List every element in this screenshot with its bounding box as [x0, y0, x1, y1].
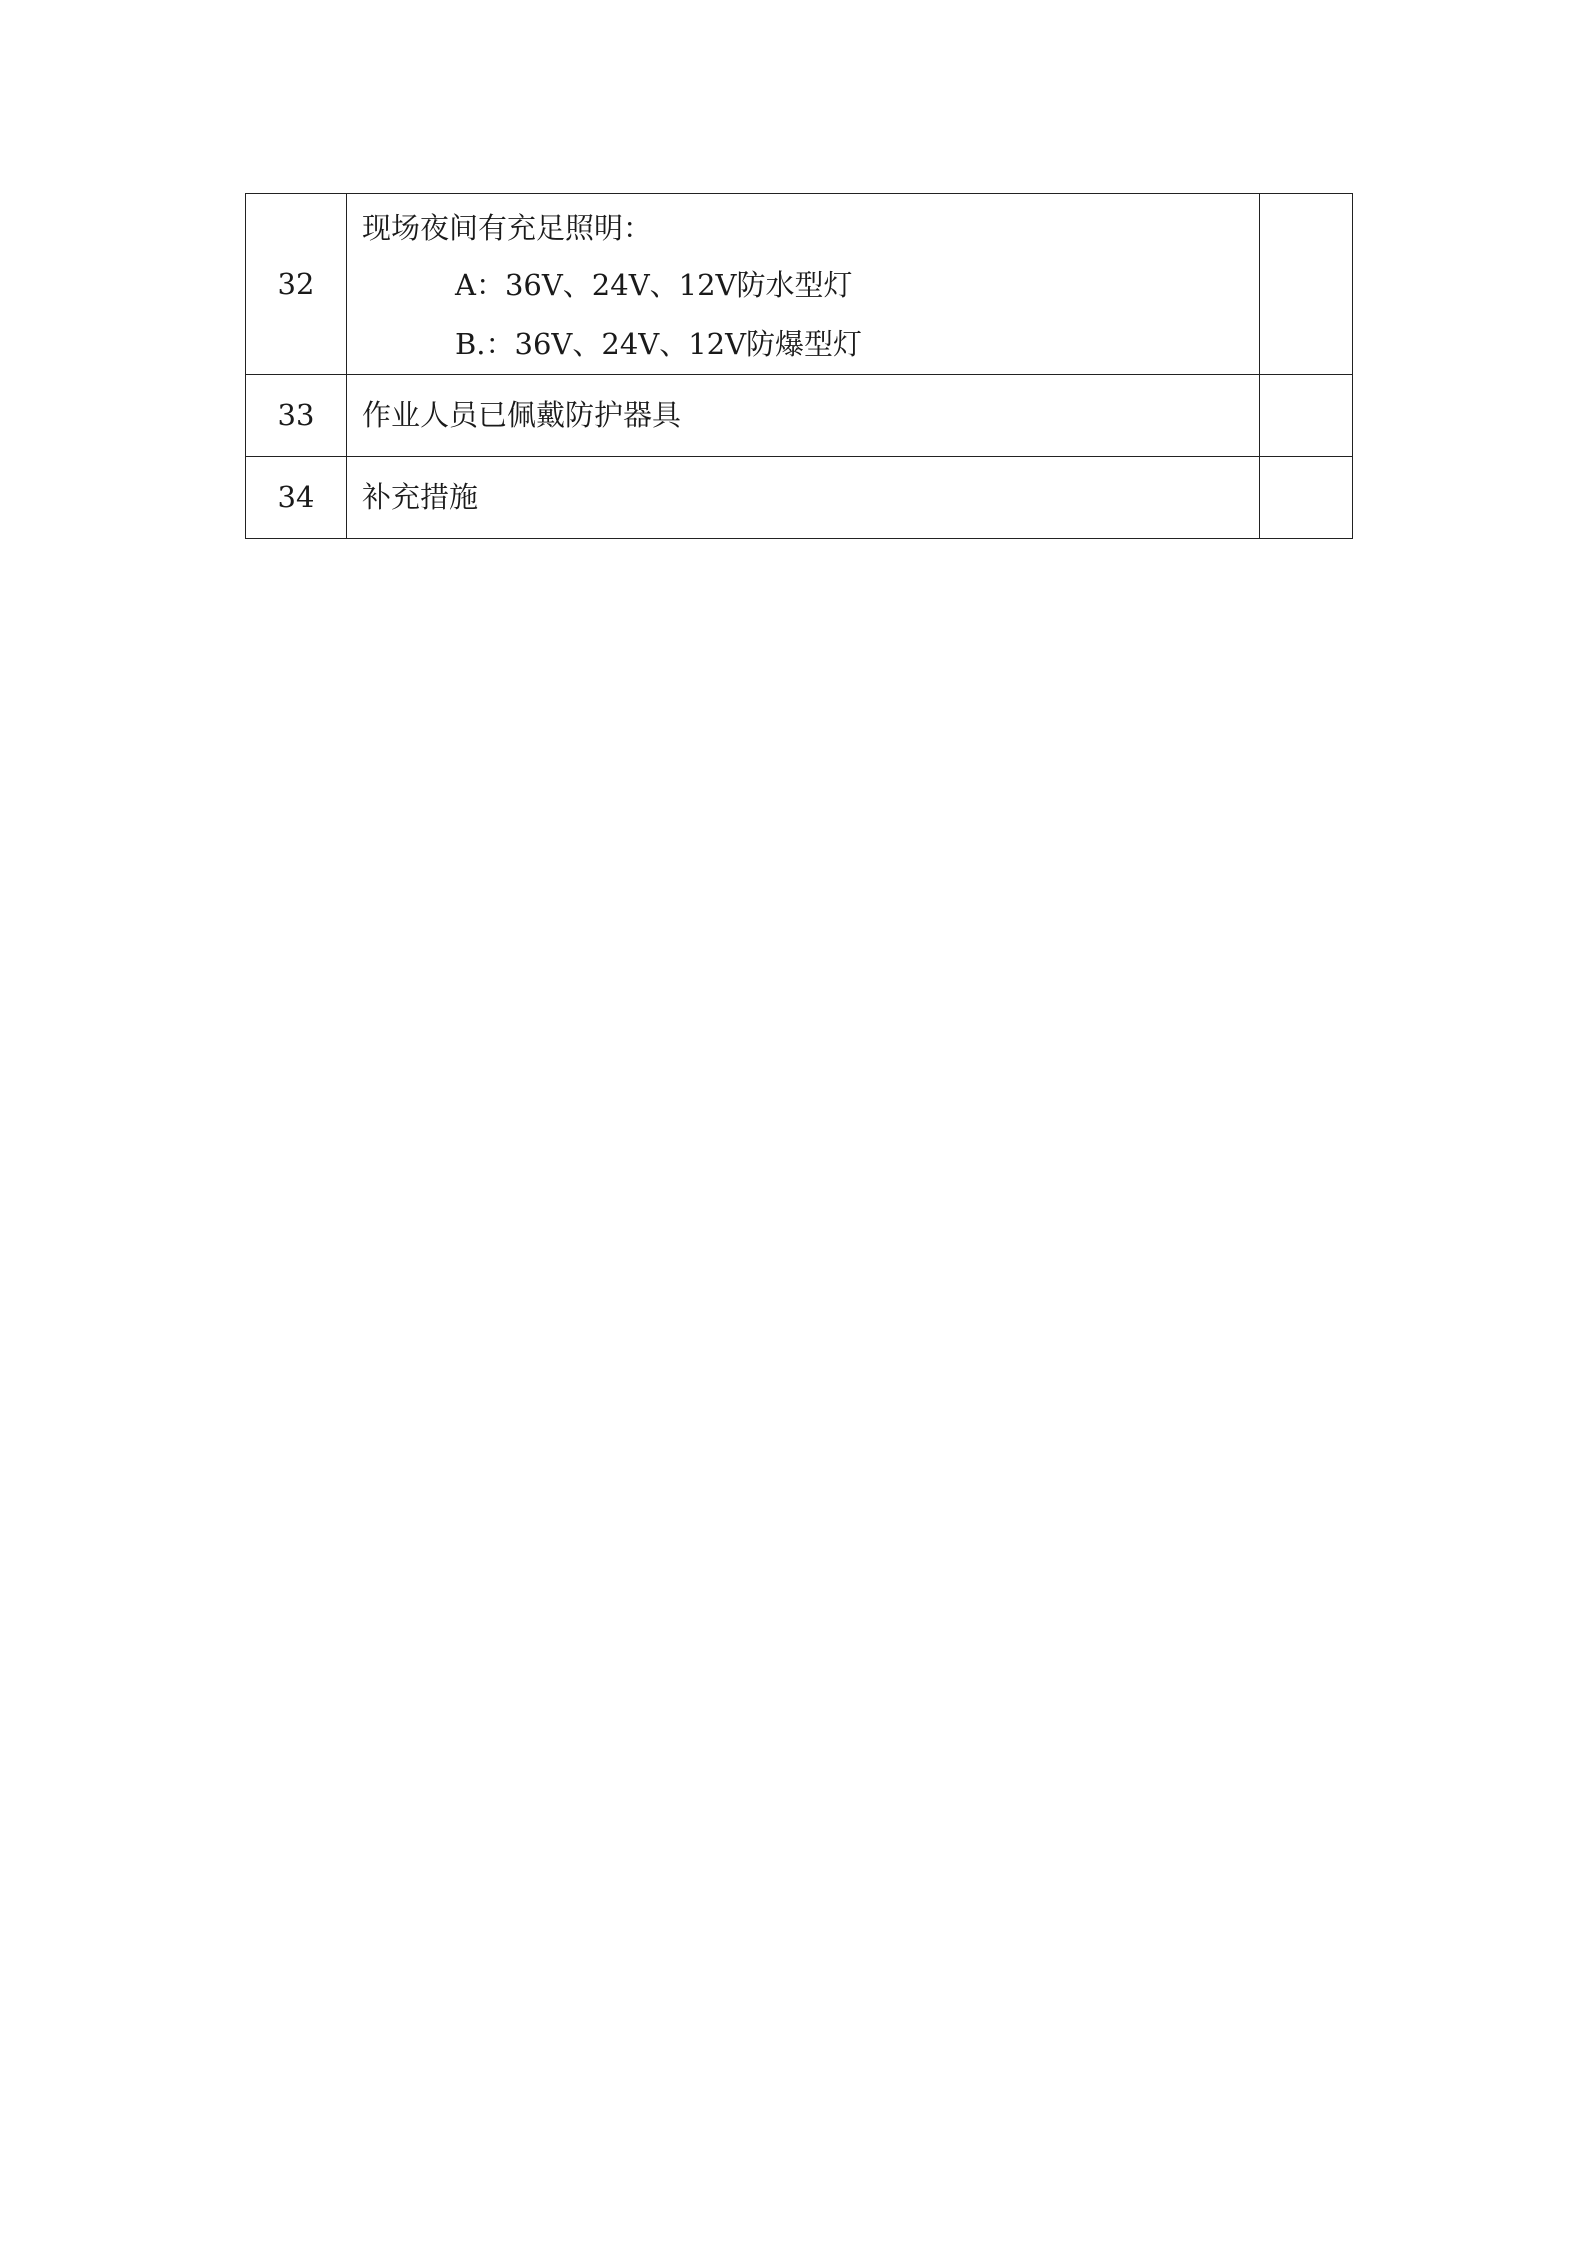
- check-cell[interactable]: [1260, 457, 1353, 539]
- measure-option-b: B.：36V、24V、12V防爆型灯: [455, 327, 863, 361]
- row-content: [347, 194, 1260, 375]
- table-row: [246, 194, 1353, 375]
- row-content: [347, 457, 1260, 539]
- safety-checklist-table: [245, 193, 1353, 539]
- table-row: [246, 375, 1353, 457]
- check-cell[interactable]: [1260, 194, 1353, 375]
- measure-text: 现场夜间有充足照明：: [362, 211, 653, 245]
- measure-text: 补充措施: [362, 480, 479, 515]
- row-number: 32: [246, 194, 347, 375]
- table-row: [246, 457, 1353, 539]
- row-number: 34: [246, 457, 347, 539]
- check-cell[interactable]: [1260, 375, 1353, 457]
- row-content: [347, 375, 1260, 457]
- measure-text: 作业人员已佩戴防护器具: [362, 398, 682, 433]
- measure-option-a: A：36V、24V、12V防水型灯: [455, 268, 853, 302]
- row-number: 33: [246, 375, 347, 457]
